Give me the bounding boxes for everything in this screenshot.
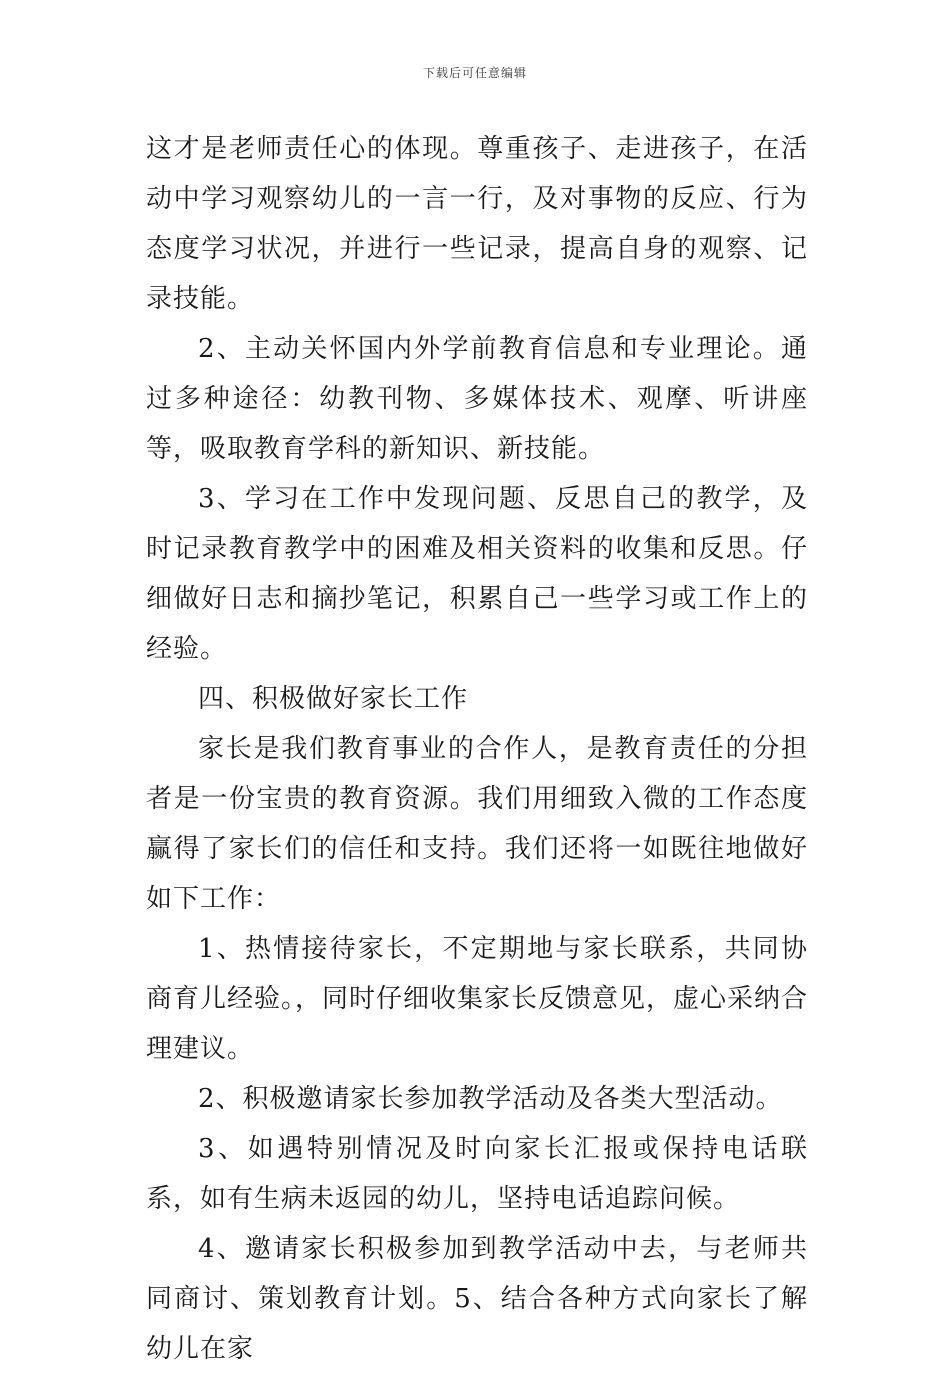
paragraph-6: 2、积极邀请家长参加教学活动及各类大型活动。: [198, 1084, 783, 1114]
paragraph-1: 这才是老师责任心的体现。尊重孩子、走进孩子，在活动中学习观察幼儿的一言一行，及对事物的反应、行为态度学习状况，并进行一些记录，提高自身的观察、记录技能。: [146, 134, 808, 314]
section-heading: 四、积极做好家长工作: [198, 684, 469, 714]
paragraph-7: 3、如遇特别情况及时向家长汇报或保持电话联系，如有生病未返园的幼儿，坚持电话追踪问候。: [146, 1134, 808, 1214]
document-body: [146, 124, 808, 1374]
paragraph-8: 4、邀请家长积极参加到教学活动中去，与老师共同商讨、策划教育计划。5、结合各种方式向家长了解幼儿在家: [146, 1234, 808, 1364]
paragraph-3: 3、学习在工作中发现问题、反思自己的教学，及时记录教育教学中的困难及相关资料的收集和反思。仔细做好日志和摘抄笔记，积累自己一些学习或工作上的经验。: [146, 484, 808, 664]
paragraph-5: 1、热情接待家长，不定期地与家长联系，共同协商育儿经验。，同时仔细收集家长反馈意见，虚心采纳合理建议。: [146, 934, 809, 1064]
page-header: 下载后可任意编辑: [422, 66, 527, 80]
paragraph-4: 家长是我们教育事业的合作人，是教育责任的分担者是一份宝贵的教育资源。我们用细致入微的工作态度赢得了家长们的信任和支持。我们还将一如既往地做好如下工作：: [146, 734, 808, 914]
paragraph-2: 2、主动关怀国内外学前教育信息和专业理论。通过多种途径：幼教刊物、多媒体技术、观摩、听讲座等，吸取教育学科的新知识、新技能。: [146, 334, 808, 464]
